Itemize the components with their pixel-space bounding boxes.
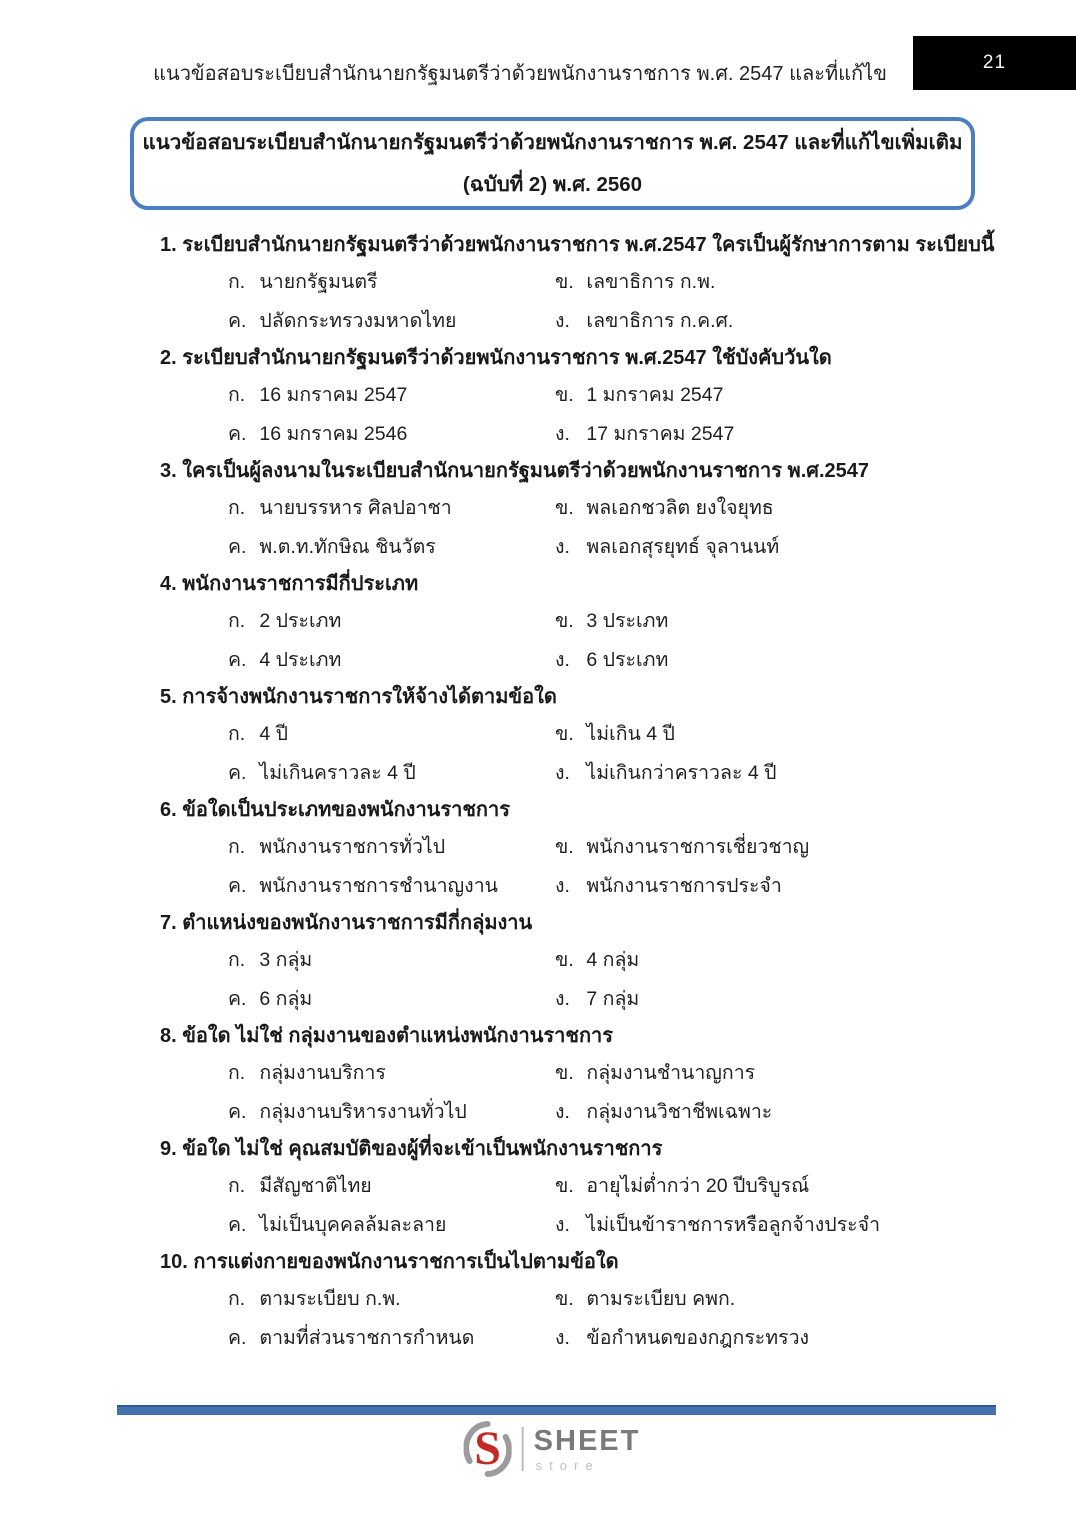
option-text: 16 มกราคม 2546 xyxy=(254,422,408,445)
option-text: 4 กลุ่ม xyxy=(581,949,640,971)
option-c xyxy=(228,302,555,341)
option-d xyxy=(555,528,990,567)
option-label: ข. xyxy=(555,1062,574,1084)
option-c xyxy=(228,641,555,680)
option-text: มีสัญชาติไทย xyxy=(254,1175,372,1197)
option-label: ง. xyxy=(555,1213,570,1236)
option-b xyxy=(555,1280,990,1319)
option-label: ง. xyxy=(555,987,570,1010)
option-d xyxy=(555,1093,990,1132)
sheet-store-logo-icon xyxy=(464,1421,512,1477)
question-options xyxy=(160,1280,990,1357)
option-label: ก. xyxy=(228,836,246,858)
question-options xyxy=(160,1054,990,1131)
option-b xyxy=(555,1167,990,1206)
option-text: ไม่เกินกว่าคราวละ 4 ปี xyxy=(581,761,777,784)
question-block xyxy=(160,1131,990,1244)
svg-text:S: S xyxy=(474,1422,502,1475)
option-a xyxy=(228,715,555,754)
option-text: พนักงานราชการประจำ xyxy=(581,874,782,897)
option-label: ง. xyxy=(555,535,570,558)
footer-divider-rule xyxy=(117,1405,996,1415)
option-a xyxy=(228,602,555,641)
question-block xyxy=(160,340,990,453)
option-text: พนักงานราชการเชี่ยวชาญ xyxy=(581,836,810,858)
question-list xyxy=(160,227,995,1357)
option-c xyxy=(228,1319,555,1358)
option-text: 3 กลุ่ม xyxy=(254,949,313,971)
page-number: 21 xyxy=(982,52,1007,73)
option-label: ข. xyxy=(555,384,574,406)
option-label: ง. xyxy=(555,874,570,897)
option-text: ปลัดกระทรวงมหาดไทย xyxy=(254,309,457,332)
question-text: 1. ระเบียบสำนักนายกรัฐมนตรีว่าด้วยพนักงานราชการ พ.ศ.2547 ใครเป็นผู้รักษาการตาม ระเบียบนี้ xyxy=(160,234,995,256)
option-label: ค. xyxy=(228,1100,247,1123)
question-text: 4. พนักงานราชการมีกี่ประเภท xyxy=(160,573,419,595)
option-label: ข. xyxy=(555,949,574,971)
option-a xyxy=(228,1280,555,1319)
option-c xyxy=(228,1093,555,1132)
question-options xyxy=(160,1167,990,1244)
question-options xyxy=(160,376,990,453)
page-header-title: แนวข้อสอบระเบียบสำนักนายกรัฐมนตรีว่าด้วยพนักงานราชการ พ.ศ. 2547 และที่แก้ไข xyxy=(153,63,887,85)
option-text: 6 กลุ่ม xyxy=(254,987,313,1010)
option-label: ง. xyxy=(555,422,570,445)
question-options xyxy=(160,941,990,1018)
option-label: ง. xyxy=(555,1326,570,1349)
question-block xyxy=(160,1018,990,1131)
option-text: ตามที่ส่วนราชการกำหนด xyxy=(254,1326,475,1349)
option-text: 16 มกราคม 2547 xyxy=(254,384,408,406)
option-label: ง. xyxy=(555,309,570,332)
exam-title-line1: แนวข้อสอบระเบียบสำนักนายกรัฐมนตรีว่าด้วยพนักงานราชการ พ.ศ. 2547 และที่แก้ไขเพิ่มเติม xyxy=(142,131,963,154)
option-text: ไม่เกินคราวละ 4 ปี xyxy=(254,761,416,784)
question-text: 7. ตำแหน่งของพนักงานราชการมีกี่กลุ่มงาน xyxy=(160,912,533,934)
option-text: 17 มกราคม 2547 xyxy=(581,422,735,445)
question-block xyxy=(160,679,990,792)
question-block xyxy=(160,1244,990,1357)
option-label: ค. xyxy=(228,987,247,1010)
option-text: พลเอกชวลิต ยงใจยุทธ xyxy=(581,497,774,519)
option-b xyxy=(555,828,990,867)
option-text: กลุ่มงานบริหารงานทั่วไป xyxy=(254,1100,467,1123)
option-a xyxy=(228,941,555,980)
option-b xyxy=(555,1054,990,1093)
question-block xyxy=(160,905,990,1018)
question-block xyxy=(160,227,995,340)
option-label: ก. xyxy=(228,610,246,632)
option-text: 7 กลุ่ม xyxy=(581,987,640,1010)
option-d xyxy=(555,641,990,680)
option-d xyxy=(555,1319,990,1358)
option-label: ค. xyxy=(228,761,247,784)
option-a xyxy=(228,828,555,867)
option-label: ค. xyxy=(228,874,247,897)
option-a xyxy=(228,376,555,415)
question-block xyxy=(160,566,990,679)
option-c xyxy=(228,867,555,906)
question-text: 10. การแต่งกายของพนักงานราชการเป็นไปตามข้อใด xyxy=(160,1251,619,1273)
option-c xyxy=(228,980,555,1019)
option-d xyxy=(555,1206,990,1245)
option-c xyxy=(228,1206,555,1245)
option-d xyxy=(555,867,990,906)
option-label: ข. xyxy=(555,1175,574,1197)
option-label: ข. xyxy=(555,497,574,519)
option-text: อายุไม่ต่ำกว่า 20 ปีบริบูรณ์ xyxy=(581,1175,810,1197)
option-d xyxy=(555,302,990,341)
option-text: เลขาธิการ ก.ค.ศ. xyxy=(581,309,734,332)
question-options xyxy=(160,602,990,679)
option-text: พนักงานราชการชำนาญงาน xyxy=(254,874,498,897)
question-text: 8. ข้อใด ไม่ใช่ กลุ่มงานของตำแหน่งพนักงานราชการ xyxy=(160,1025,614,1047)
option-text: พ.ต.ท.ทักษิณ ชินวัตร xyxy=(254,535,436,558)
option-label: ค. xyxy=(228,422,247,445)
option-b xyxy=(555,941,990,980)
option-a xyxy=(228,1167,555,1206)
option-c xyxy=(228,415,555,454)
option-text: กลุ่มงานวิชาชีพเฉพาะ xyxy=(581,1100,773,1123)
question-text: 5. การจ้างพนักงานราชการให้จ้างได้ตามข้อใด xyxy=(160,686,557,708)
option-text: กลุ่มงานบริการ xyxy=(254,1062,386,1084)
option-text: กลุ่มงานชำนาญการ xyxy=(581,1062,756,1084)
question-options xyxy=(160,263,990,340)
option-c xyxy=(228,754,555,793)
option-label: ก. xyxy=(228,1062,246,1084)
option-text: ไม่เป็นบุคคลล้มละลาย xyxy=(254,1213,447,1236)
page-number-badge xyxy=(913,36,1076,90)
option-b xyxy=(555,715,990,754)
option-label: ข. xyxy=(555,1288,574,1310)
option-label: ข. xyxy=(555,271,574,293)
option-text: ไม่เป็นข้าราชการหรือลูกจ้างประจำ xyxy=(581,1213,881,1236)
question-text: 9. ข้อใด ไม่ใช่ คุณสมบัติของผู้ที่จะเข้าเป็นพนักงานราชการ xyxy=(160,1138,663,1160)
option-text: ตามระเบียบ คพก. xyxy=(581,1288,736,1310)
option-b xyxy=(555,376,990,415)
question-text: 2. ระเบียบสำนักนายกรัฐมนตรีว่าด้วยพนักงานราชการ พ.ศ.2547 ใช้บังคับวันใด xyxy=(160,347,832,369)
option-d xyxy=(555,980,990,1019)
option-b xyxy=(555,489,990,528)
option-label: ก. xyxy=(228,384,246,406)
option-a xyxy=(228,489,555,528)
option-text: นายบรรหาร ศิลปอาชา xyxy=(254,497,452,519)
option-text: 2 ประเภท xyxy=(254,610,342,632)
option-label: ข. xyxy=(555,836,574,858)
option-text: 1 มกราคม 2547 xyxy=(581,384,724,406)
option-text: ตามระเบียบ ก.พ. xyxy=(254,1288,401,1310)
option-label: ก. xyxy=(228,1175,246,1197)
exam-title-line2: (ฉบับที่ 2) พ.ศ. 2560 xyxy=(462,173,643,196)
option-text: พลเอกสุรยุทธ์ จุลานนท์ xyxy=(581,535,780,558)
option-label: ข. xyxy=(555,610,574,632)
option-text: ข้อกำหนดของกฎกระทรวง xyxy=(581,1326,810,1349)
footer-logo xyxy=(464,1421,641,1477)
option-text: นายกรัฐมนตรี xyxy=(254,271,378,293)
option-b xyxy=(555,602,990,641)
exam-title-box xyxy=(130,117,975,210)
question-text: 6. ข้อใดเป็นประเภทของพนักงานราชการ xyxy=(160,799,510,821)
option-text: ไม่เกิน 4 ปี xyxy=(581,723,675,745)
question-options xyxy=(160,828,990,905)
option-label: ง. xyxy=(555,761,570,784)
option-label: ค. xyxy=(228,1326,247,1349)
brand-subtitle: store xyxy=(535,1457,600,1473)
option-a xyxy=(228,263,555,302)
option-label: ง. xyxy=(555,1100,570,1123)
question-block xyxy=(160,453,990,566)
option-text: เลขาธิการ ก.พ. xyxy=(581,271,716,293)
option-label: ค. xyxy=(228,648,247,671)
option-label: ก. xyxy=(228,949,246,971)
option-text: 3 ประเภท xyxy=(581,610,669,632)
option-label: ค. xyxy=(228,309,247,332)
question-options xyxy=(160,489,990,566)
option-text: พนักงานราชการทั่วไป xyxy=(254,836,446,858)
option-a xyxy=(228,1054,555,1093)
question-options xyxy=(160,715,990,792)
option-label: ก. xyxy=(228,497,246,519)
option-c xyxy=(228,528,555,567)
option-b xyxy=(555,263,990,302)
option-text: 4 ปี xyxy=(254,723,289,745)
option-d xyxy=(555,415,990,454)
option-label: ค. xyxy=(228,1213,247,1236)
brand-name: SHEET xyxy=(533,1424,641,1457)
option-label: ค. xyxy=(228,535,247,558)
logo-divider xyxy=(522,1427,524,1471)
option-label: ข. xyxy=(555,723,574,745)
option-label: ก. xyxy=(228,723,246,745)
question-text: 3. ใครเป็นผู้ลงนามในระเบียบสำนักนายกรัฐมนตรีว่าด้วยพนักงานราชการ พ.ศ.2547 xyxy=(160,460,870,482)
option-text: 4 ประเภท xyxy=(254,648,342,671)
option-label: ง. xyxy=(555,648,570,671)
option-d xyxy=(555,754,990,793)
option-label: ก. xyxy=(228,271,246,293)
option-text: 6 ประเภท xyxy=(581,648,669,671)
question-block xyxy=(160,792,990,905)
option-label: ก. xyxy=(228,1288,246,1310)
